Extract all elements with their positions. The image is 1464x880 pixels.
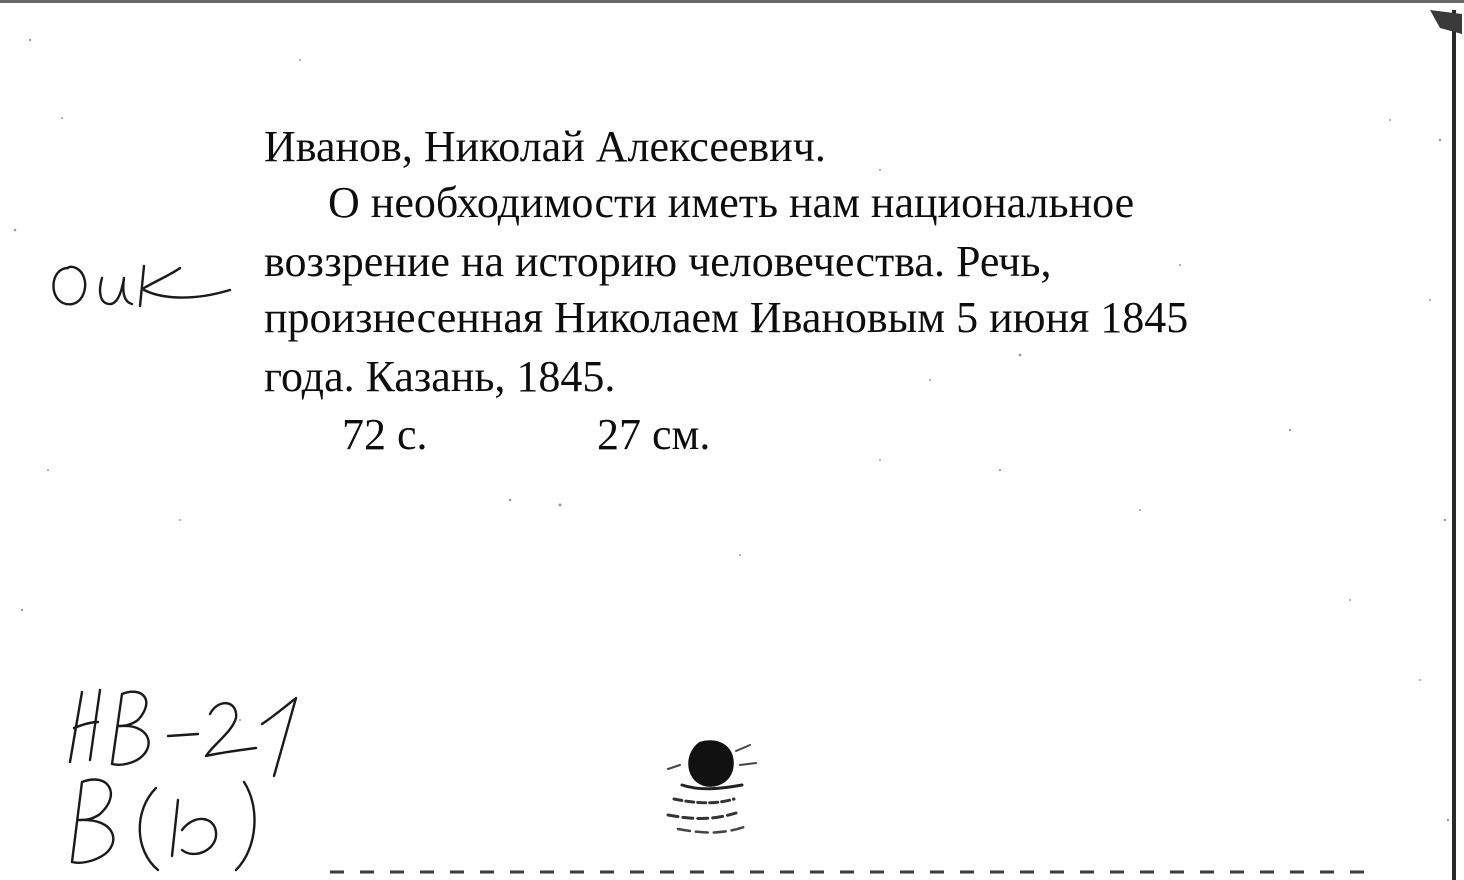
- title-line-2: воззрение на историю человечества. Речь,: [264, 237, 1052, 286]
- title-line-4: года. Казань, 1845.: [264, 352, 616, 401]
- title-line-1: О необходимости иметь нам национальное: [328, 178, 1135, 227]
- author-heading: Иванов, Николай Алексеевич.: [264, 122, 826, 171]
- handwritten-mark-oik: [40, 250, 240, 320]
- handwritten-shelfmark-line1: [60, 680, 320, 780]
- title-line-3: произнесенная Николаем Ивановым 5 июня 1845: [264, 293, 1189, 342]
- pagination: 72 с.: [342, 410, 428, 459]
- ink-blot-icon: [660, 735, 780, 845]
- handwritten-shelfmark-line2: [60, 770, 300, 880]
- dimensions: 27 см.: [597, 410, 711, 459]
